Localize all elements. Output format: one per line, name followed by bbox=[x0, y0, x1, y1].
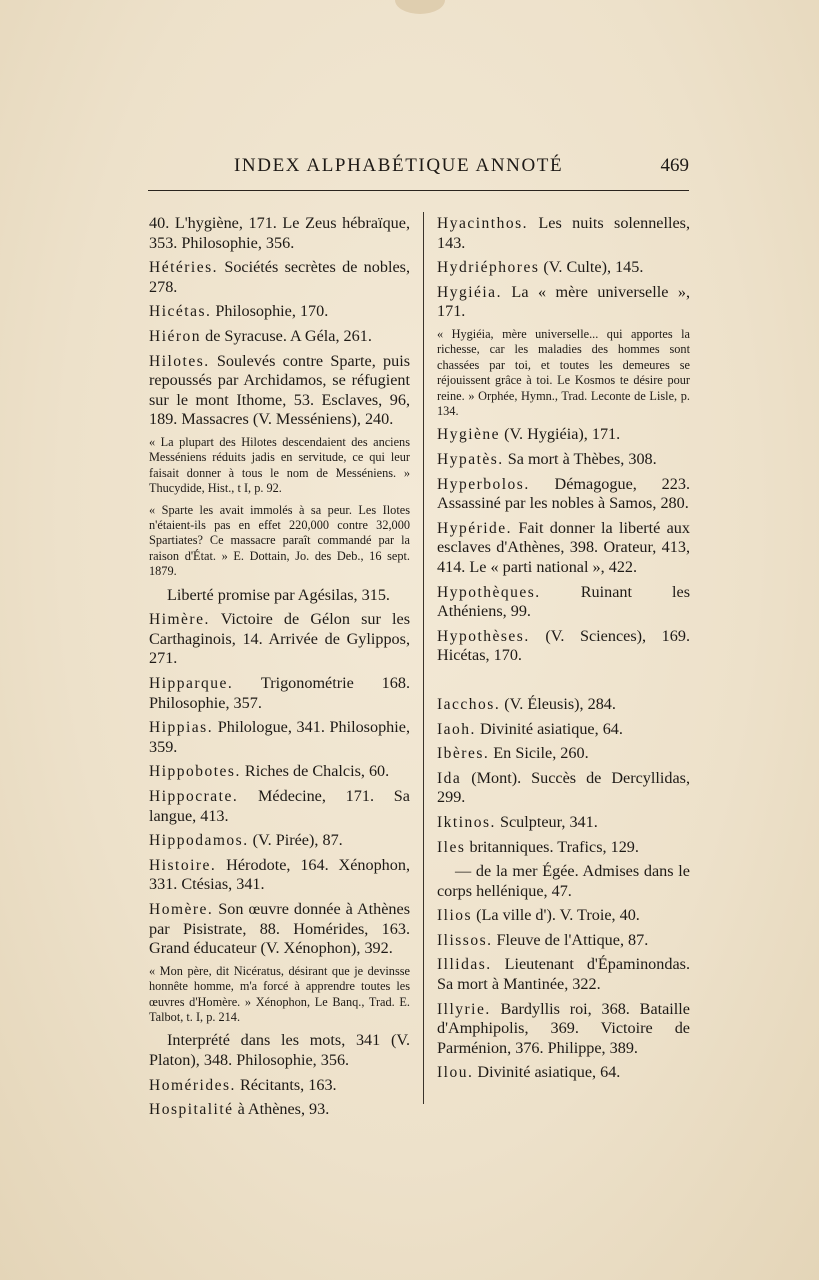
page-number: 469 bbox=[660, 155, 689, 176]
headword: Hilotes. bbox=[149, 352, 210, 370]
index-entry: Hygiène (V. Hygiéia), 171. bbox=[437, 425, 621, 444]
index-entry: Ilissos. Fleuve de l'Attique, 87. bbox=[437, 930, 649, 949]
quotation-note: « Mon père, dit Nicératus, désirant que je devinsse honnête homme, m'a forcé à apprendre toutes les œuvres d'Homère. » Xénophon, Le Banq., Trad. E. Talbot, t. I, p. 214. bbox=[149, 963, 410, 1024]
index-entry: Hétéries. Sociétés secrètes de nobles, 278. bbox=[149, 258, 410, 296]
quotation-note: « Sparte les avait immolés à sa peur. Les Ilotes n'étaient-ils pas en effet 220,000 contre 32,000 Spartiates? Ce massacre paraît commandé par la raison d'État. » E. Dottain, Jo. des Deb., 16 sept. 1879. bbox=[149, 502, 410, 579]
headword: Hippobotes. bbox=[149, 763, 241, 781]
index-entry: Homère. Son œuvre donnée à Athènes par Pisistrate, 88. Homérides, 163. Grand éducateur (V. Xénophon), 392. bbox=[149, 899, 410, 958]
index-entry: Hippodamos. (V. Pirée), 87. bbox=[149, 831, 343, 850]
index-entry: Histoire. Hérodote, 164. Xénophon, 331. Ctésias, 341. bbox=[149, 855, 410, 894]
index-entry: Ida (Mont). Succès de Dercyllidas, 299. bbox=[437, 768, 690, 807]
index-entry: Ibères. En Sicile, 260. bbox=[437, 744, 589, 763]
headword: Hétéries. bbox=[149, 259, 219, 277]
index-entry: Hicétas. Philosophie, 170. bbox=[149, 302, 329, 321]
index-entry: Hospitalité à Athènes, 93. bbox=[149, 1100, 330, 1119]
headword: Iles bbox=[437, 838, 466, 856]
headword: Hypatès. bbox=[437, 451, 504, 468]
headword: Hypéride. bbox=[437, 519, 513, 537]
index-entry: Homérides. Récitants, 163. bbox=[149, 1075, 337, 1094]
headword: Iacchos. bbox=[437, 695, 501, 713]
headword: Ilissos. bbox=[437, 931, 493, 949]
entry-continuation: Interprété dans les mots, 341 (V. Platon), 348. Philosophie, 356. bbox=[149, 1031, 410, 1069]
index-entry: Iles britanniques. Trafics, 129. bbox=[437, 837, 639, 856]
index-entry: Illyrie. Bardyllis roi, 368. Bataille d'Amphipolis, 369. Victoire de Parménion, 376. Philippe, 389. bbox=[437, 999, 690, 1057]
left-column bbox=[149, 214, 410, 1125]
index-entry: Hypatès. Sa mort à Thèbes, 308. bbox=[437, 450, 657, 468]
right-column bbox=[437, 214, 690, 1088]
headword: Ilou. bbox=[437, 1064, 474, 1082]
entry-continuation: Liberté promise par Agésilas, 315. bbox=[167, 585, 390, 604]
index-entry: Hiéron de Syracuse. A Géla, 261. bbox=[149, 326, 372, 345]
index-entry: Hilotes. Soulevés contre Sparte, puis repoussés par Archidamos, se réfugient sur le mont Ithome, 53. Esclaves, 96, 189. Massacres (V. Messéniens), 240. bbox=[149, 351, 410, 429]
headword: Hipparque. bbox=[149, 674, 234, 692]
column-divider bbox=[423, 212, 424, 1104]
headword: Hippodamos. bbox=[149, 832, 249, 850]
headword: Illyrie. bbox=[437, 1000, 491, 1018]
index-entry: Hypothèques. Ruinant les Athéniens, 99. bbox=[437, 582, 690, 621]
headword: Homérides. bbox=[149, 1076, 236, 1094]
index-entry: Hipparque. Trigonométrie 168. Philosophie, 357. bbox=[149, 673, 410, 712]
headword: Homère. bbox=[149, 900, 214, 918]
headword: Hypothèses. bbox=[437, 627, 530, 645]
headword: Ida bbox=[437, 769, 462, 787]
headword: Himère. bbox=[149, 611, 210, 629]
index-entry: Hydriéphores (V. Culte), 145. bbox=[437, 258, 644, 277]
index-entry: Hippocrate. Médecine, 171. Sa langue, 413. bbox=[149, 786, 410, 825]
index-entry: Hyperbolos. Démagogue, 223. Assassiné par les nobles à Samos, 280. bbox=[437, 474, 690, 513]
index-entry: Hypothèses. (V. Sciences), 169. Hicétas, 170. bbox=[437, 626, 690, 665]
headword: Histoire. bbox=[149, 856, 217, 874]
headword: Hippias. bbox=[149, 719, 214, 737]
index-entry: Hygiéia. La « mère universelle », 171. bbox=[437, 282, 690, 321]
index-entry: Ilou. Divinité asiatique, 64. bbox=[437, 1063, 621, 1082]
headword: Illidas. bbox=[437, 956, 492, 974]
index-entry: Hypéride. Fait donner la liberté aux esclaves d'Athènes, 398. Orateur, 413, 414. Le « parti national », 422. bbox=[437, 518, 690, 576]
headword: Hyacinthos. bbox=[437, 215, 528, 232]
section-gap bbox=[437, 671, 690, 695]
index-entry: Iktinos. Sculpteur, 341. bbox=[437, 812, 598, 831]
headword: Hicétas. bbox=[149, 303, 212, 321]
index-entry: Hippobotes. Riches de Chalcis, 60. bbox=[149, 762, 390, 781]
index-entry: Hyacinthos. Les nuits solennelles, 143. bbox=[437, 214, 690, 252]
index-entry: 40. L'hygiène, 171. Le Zeus hébraïque, 353. Philosophie, 356. bbox=[149, 214, 410, 252]
quotation-note: « Hygiéia, mère universelle... qui apportes la richesse, car les maladies des hommes sont chassées par toi, et toutes les demeures se réjouissent grâce à toi. Le Kosmos te désire pour reine. » Orphée, Hymn., Trad. Leconte de Lisle, p. 134. bbox=[437, 326, 690, 418]
index-entry: Illidas. Lieutenant d'Épaminondas. Sa mort à Mantinée, 322. bbox=[437, 955, 690, 994]
headword: Hospitalité bbox=[149, 1101, 234, 1119]
headword: Hygiéia. bbox=[437, 283, 502, 301]
headword: Ilios bbox=[437, 907, 473, 925]
header-title: INDEX ALPHABÉTIQUE ANNOTÉ bbox=[234, 155, 564, 176]
index-entry: Ilios (La ville d'). V. Troie, 40. bbox=[437, 906, 640, 925]
index-entry: Iaoh. Divinité asiatique, 64. bbox=[437, 719, 623, 738]
index-entry: Hippias. Philologue, 341. Philosophie, 359. bbox=[149, 718, 410, 756]
index-entry: Iacchos. (V. Éleusis), 284. bbox=[437, 694, 616, 713]
entry-continuation: — de la mer Égée. Admises dans le corps hellénique, 47. bbox=[437, 862, 690, 900]
headword: Hippocrate. bbox=[149, 787, 239, 805]
headword: Hiéron bbox=[149, 327, 202, 345]
headword: Hyperbolos. bbox=[437, 475, 530, 493]
header-rule bbox=[148, 190, 689, 191]
headword: Hydriéphores bbox=[437, 259, 540, 277]
headword: Iktinos. bbox=[437, 813, 496, 831]
index-entry: Himère. Victoire de Gélon sur les Carthaginois, 14. Arrivée de Gylippos, 271. bbox=[149, 610, 410, 668]
headword: Ibères. bbox=[437, 745, 490, 763]
headword: Iaoh. bbox=[437, 720, 476, 738]
headword: Hygiène bbox=[437, 426, 501, 444]
headword: Hypothèques. bbox=[437, 583, 541, 601]
quotation-note: « La plupart des Hilotes descendaient des anciens Messéniens réduits jadis en servitude, ce qui leur faisait donner à tous le nom de Messéniens. » Thucydide, Hist., t I, p. 92. bbox=[149, 434, 410, 496]
